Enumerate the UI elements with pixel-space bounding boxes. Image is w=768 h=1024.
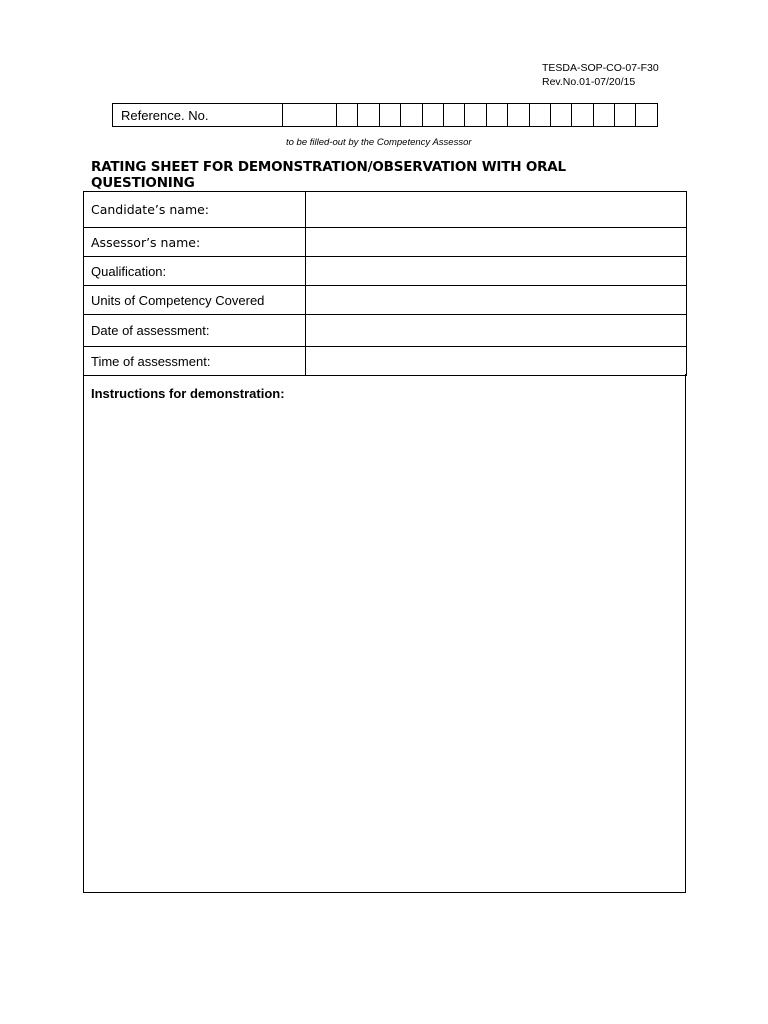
form-code: TESDA-SOP-CO-07-F30 <box>542 62 659 74</box>
units-of-competency-field[interactable] <box>306 286 687 315</box>
candidate-info-table <box>83 191 687 376</box>
reference-box[interactable] <box>283 104 337 127</box>
reference-box[interactable] <box>529 104 550 127</box>
candidate-name-label: Candidate’s name: <box>84 192 306 228</box>
units-of-competency-label: Units of Competency Covered <box>84 286 306 315</box>
reference-box[interactable] <box>379 104 400 127</box>
time-of-assessment-label: Time of assessment: <box>84 347 306 376</box>
reference-box[interactable] <box>401 104 422 127</box>
reference-box[interactable] <box>508 104 529 127</box>
reference-box[interactable] <box>358 104 379 127</box>
form-code-block <box>542 61 659 89</box>
reference-box[interactable] <box>337 104 358 127</box>
assessor-name-label: Assessor’s name: <box>84 228 306 257</box>
date-of-assessment-field[interactable] <box>306 315 687 347</box>
reference-box[interactable] <box>465 104 486 127</box>
candidate-name-field[interactable] <box>306 192 687 228</box>
time-of-assessment-field[interactable] <box>306 347 687 376</box>
instructions-box[interactable] <box>83 374 686 893</box>
reference-box[interactable] <box>486 104 507 127</box>
reference-box[interactable] <box>443 104 464 127</box>
assessor-name-field[interactable] <box>306 228 687 257</box>
date-of-assessment-label: Date of assessment: <box>84 315 306 347</box>
reference-box[interactable] <box>615 104 636 127</box>
qualification-field[interactable] <box>306 257 687 286</box>
reference-box[interactable] <box>636 104 657 127</box>
reference-box[interactable] <box>422 104 443 127</box>
reference-box[interactable] <box>593 104 614 127</box>
form-title: RATING SHEET FOR DEMONSTRATION/OBSERVATION WITH ORAL QUESTIONING <box>91 159 566 191</box>
reference-box[interactable] <box>550 104 571 127</box>
revision-number: Rev.No.01-07/20/15 <box>542 76 636 88</box>
fill-out-note: to be filled-out by the Competency Assessor <box>286 137 472 148</box>
instructions-label: Instructions for demonstration: <box>91 386 285 401</box>
qualification-label: Qualification: <box>84 257 306 286</box>
reference-box[interactable] <box>572 104 593 127</box>
reference-number-label: Reference. No. <box>113 104 283 127</box>
reference-number-table <box>112 103 658 127</box>
